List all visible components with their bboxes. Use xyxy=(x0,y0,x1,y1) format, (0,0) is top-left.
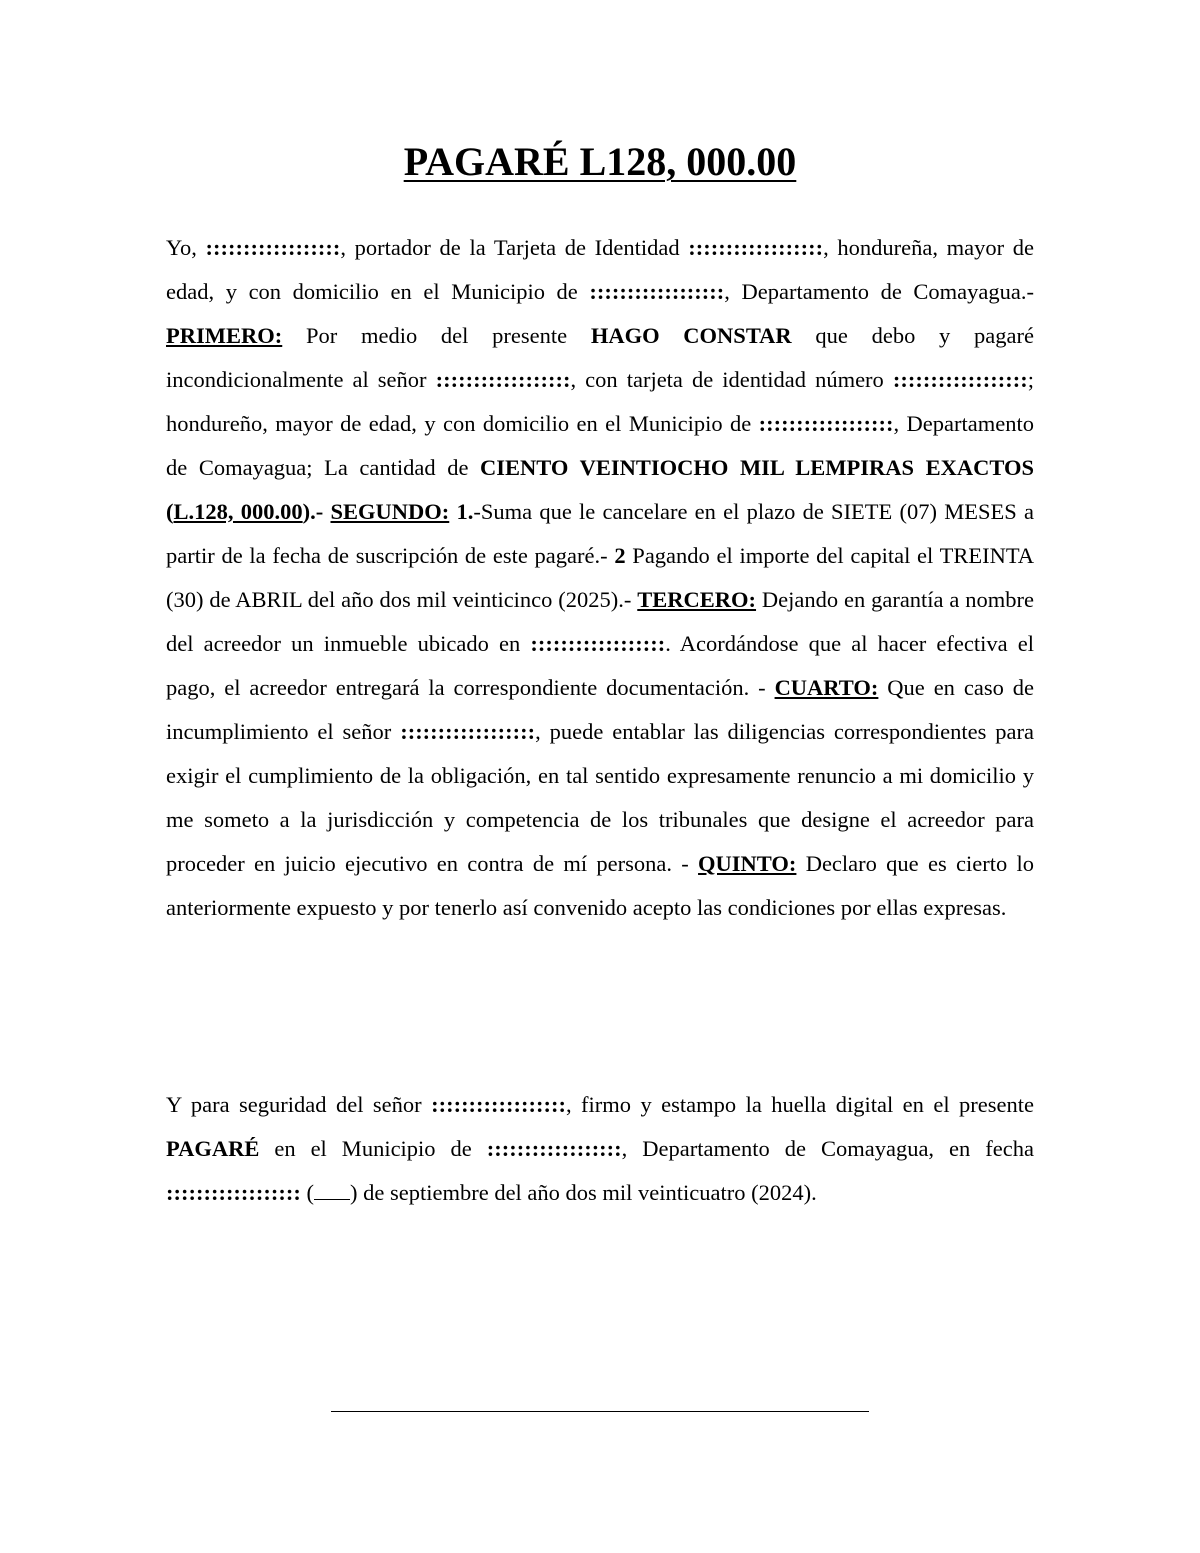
text-segment: , Departamento de Comayagua; La cantidad de xyxy=(166,411,1034,480)
date-blank xyxy=(314,1181,350,1200)
redacted-name: :::::::::::::::::: xyxy=(205,235,341,260)
clause-label-cuarto: CUARTO: xyxy=(774,675,879,700)
clause-label-quinto: QUINTO: xyxy=(698,851,797,876)
text-segment: , Departamento de Comayagua, en fecha xyxy=(621,1136,1034,1161)
redacted-creditor-id: :::::::::::::::::: xyxy=(892,367,1028,392)
main-paragraph xyxy=(166,226,1034,930)
text-segment: , portador de la Tarjeta de Identidad xyxy=(340,235,689,260)
text-segment: , puede entablar las diligencias correspondientes para exigir el cumplimiento de la obligación, en tal sentido expresamente renuncio a mi domicilio y me someto a la jurisdicción y competencia de los tribunales que designe el acreedor para proceder en juicio ejecutivo en contra de mí persona. - xyxy=(166,719,1034,876)
clause-label-tercero: TERCERO: xyxy=(637,587,757,612)
text-segment: -Suma que le cancelare en el plazo de SIETE (07) MESES a partir de la fecha de suscripción de este pagaré.- xyxy=(166,499,1034,568)
text-segment: . Acordándose que al hacer efectiva el pago, el acreedor entregará la correspondiente documentación. - xyxy=(166,631,1034,700)
signature-line xyxy=(331,1411,869,1412)
amount-in-words: CIENTO VEINTIOCHO MIL LEMPIRAS EXACTOS ( xyxy=(166,455,1034,524)
redacted-id-number: :::::::::::::::::: xyxy=(688,235,824,260)
text-segment: , con tarjeta de identidad número xyxy=(570,367,893,392)
text-segment: Pagando el importe del capital el TREINTA (30) de ABRIL del año dos mil veinticinco (2025).- xyxy=(166,543,1035,612)
text-segment: Declaro que es cierto lo anteriormente expuesto y por tenerlo así convenido acepto las condiciones por ellas expresas. xyxy=(166,851,1034,920)
text-segment: ).- xyxy=(302,499,324,524)
document-title: PAGARÉ L128, 000.00 xyxy=(403,139,797,184)
text-segment: , Departamento de Comayagua.- xyxy=(724,279,1034,304)
amount-figure: L.128, 000.00 xyxy=(173,499,303,524)
text-segment: ; hondureño, mayor de edad, y con domicilio en el Municipio de xyxy=(166,367,1035,436)
closing-paragraph xyxy=(166,1083,1034,1215)
redacted-creditor-name: :::::::::::::::::: xyxy=(435,367,571,392)
redacted-creditor-name: :::::::::::::::::: xyxy=(431,1092,566,1117)
redacted-creditor-municipality: :::::::::::::::::: xyxy=(758,411,894,436)
text-segment: ( xyxy=(300,1180,314,1205)
item-number: 1. xyxy=(449,499,474,524)
text-segment: que debo y pagaré incondicionalmente al señor xyxy=(166,323,1034,392)
redacted-date-word: :::::::::::::::::: xyxy=(166,1180,301,1205)
clause-label-segundo: SEGUNDO: xyxy=(330,499,450,524)
text-segment: Por medio del presente xyxy=(282,323,591,348)
emphasis-text: PAGARÉ xyxy=(166,1136,260,1161)
text-segment: Yo, xyxy=(166,235,206,260)
item-number: 2 xyxy=(614,543,626,568)
text-segment: ) de septiembre del año dos mil veinticuatro (2024). xyxy=(350,1180,817,1205)
redacted-municipality: :::::::::::::::::: xyxy=(486,1136,622,1161)
text-segment: Que en caso de incumplimiento el señor xyxy=(166,675,1034,744)
text-segment: en el Municipio de xyxy=(259,1136,487,1161)
emphasis-text: HAGO CONSTAR xyxy=(590,323,792,348)
clause-label-primero: PRIMERO: xyxy=(166,323,283,348)
redacted-property-location: :::::::::::::::::: xyxy=(530,631,666,656)
redacted-municipality: :::::::::::::::::: xyxy=(589,279,725,304)
text-segment: Y para seguridad del señor xyxy=(166,1092,432,1117)
text-segment: Dejando en garantía a nombre del acreedor un inmueble ubicado en xyxy=(166,587,1034,656)
text-segment: , hondureña, mayor de edad, y con domicilio en el Municipio de xyxy=(166,235,1035,304)
redacted-creditor-name: :::::::::::::::::: xyxy=(400,719,536,744)
text-segment: , firmo y estampo la huella digital en el presente xyxy=(565,1092,1035,1117)
